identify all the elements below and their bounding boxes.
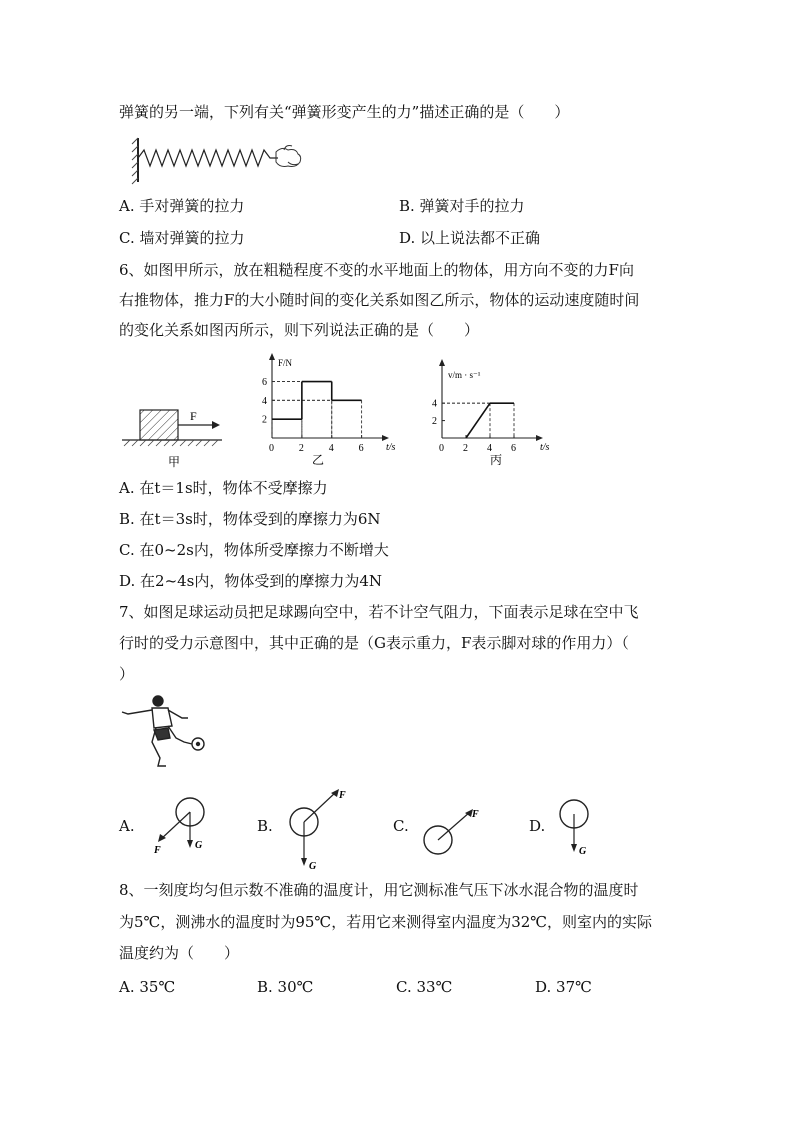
x-tick-label: 0 [439, 443, 444, 454]
q7-diagram-d [554, 796, 604, 860]
chart-caption: 丙 [490, 453, 503, 467]
ground-hatch [124, 440, 218, 446]
svg-text:G: G [195, 840, 203, 851]
q6-option-a[interactable]: A. 在t＝1s时，物体不受摩擦力 [119, 479, 328, 497]
x-axis-arrow-icon [382, 435, 389, 441]
caption-jia: 甲 [168, 455, 181, 469]
y-tick-label: 4 [432, 398, 437, 410]
q8-line-1: 8、一刻度均匀但示数不准确的温度计，用它测标准气压下冰水混合物的温度时 [119, 881, 639, 899]
spring-icon [138, 150, 278, 166]
x-tick-label: 6 [511, 443, 516, 454]
y-tick-label: 2 [262, 414, 267, 426]
q7-diagram-a [146, 792, 216, 856]
q5-option-c[interactable]: C. 墙对弹簧的拉力 [119, 229, 245, 247]
q6-option-b[interactable]: B. 在t＝3s时，物体受到的摩擦力为6N [119, 510, 381, 528]
figure-jia [120, 400, 230, 470]
chart-bing [420, 354, 570, 472]
q7-diagram-c [420, 800, 490, 860]
force-arrow-icon [178, 421, 220, 429]
q8-option-a[interactable]: A. 35℃ [119, 978, 176, 996]
q7-option-b[interactable]: B. [257, 817, 273, 835]
chart-caption: 乙 [312, 453, 325, 467]
x-tick-label: 4 [487, 443, 492, 454]
hand-icon [276, 146, 301, 167]
x-axis-label: t/s [386, 442, 396, 453]
wall-icon [132, 138, 138, 184]
q5-option-d[interactable]: D. 以上说法都不正确 [399, 229, 541, 247]
q6-line-2: 右推物体，推力F的大小随时间的变化关系如图乙所示，物体的运动速度随时间 [119, 291, 640, 309]
x-axis-arrow-icon [536, 435, 543, 441]
y-axis-arrow-icon [269, 353, 275, 360]
q5-option-a[interactable]: A. 手对弹簧的拉力 [119, 197, 245, 215]
x-tick-label: 2 [463, 443, 468, 454]
q8-option-b[interactable]: B. 30℃ [257, 978, 314, 996]
svg-text:F: F [339, 790, 346, 801]
x-tick-label: 4 [328, 443, 334, 454]
q7-line-1: 7、如图足球运动员把足球踢向空中，若不计空气阻力，下面表示足球在空中飞 [119, 603, 639, 621]
y-tick-label: 4 [262, 395, 267, 407]
svg-text:G: G [309, 861, 317, 872]
q6-option-d[interactable]: D. 在2~4s内，物体受到的摩擦力为4N [119, 572, 383, 590]
series-segment [466, 403, 490, 438]
svg-text:G: G [579, 846, 587, 857]
q6-line-3: 的变化关系如图丙所示，则下列说法正确的是（ ） [119, 321, 480, 339]
x-tick-label: 6 [358, 443, 364, 454]
q7-option-a[interactable]: A. [119, 817, 135, 835]
y-axis-label: v/m · s⁻¹ [448, 370, 481, 380]
svg-text:F: F [472, 809, 479, 820]
q5-option-b[interactable]: B. 弹簧对手的拉力 [399, 197, 525, 215]
force-label: F [190, 409, 197, 423]
y-axis-label: F/N [278, 358, 293, 368]
q7-option-c[interactable]: C. [393, 817, 409, 835]
q8-option-d[interactable]: D. 37℃ [535, 978, 592, 996]
q7-line-2: 行时的受力示意图中，其中正确的是（G表示重力，F表示脚对球的作用力）（ [119, 634, 629, 652]
q5-stem: 弹簧的另一端，下列有关“弹簧形变产生的力”描述正确的是（ ） [119, 103, 570, 121]
q6-line-1: 6、如图甲所示，放在粗糙程度不变的水平地面上的物体，用方向不变的力F向 [119, 261, 634, 279]
x-tick-label: 0 [269, 443, 274, 454]
svg-text:F: F [154, 845, 161, 856]
q7-line-3: ） [119, 665, 135, 683]
q8-option-c[interactable]: C. 33℃ [396, 978, 453, 996]
ball-icon [192, 738, 204, 750]
y-tick-label: 6 [262, 377, 267, 389]
q7-diagram-b [282, 784, 352, 874]
q8-line-3: 温度约为（ ） [119, 944, 240, 962]
football-player-illustration [118, 692, 214, 770]
y-tick-label: 2 [432, 416, 437, 428]
q6-option-c[interactable]: C. 在0~2s内，物体所受摩擦力不断增大 [119, 541, 389, 559]
x-tick-label: 2 [298, 443, 304, 454]
y-axis-arrow-icon [439, 359, 445, 366]
x-axis-label: t/s [540, 442, 550, 453]
q7-option-d[interactable]: D. [529, 817, 546, 835]
chart-yi [242, 350, 412, 472]
spring-figure [128, 136, 308, 186]
block [140, 410, 178, 440]
q8-line-2: 为5℃，测沸水的温度时为95℃，若用它来测得室内温度为32℃，则室内的实际 [119, 913, 653, 931]
